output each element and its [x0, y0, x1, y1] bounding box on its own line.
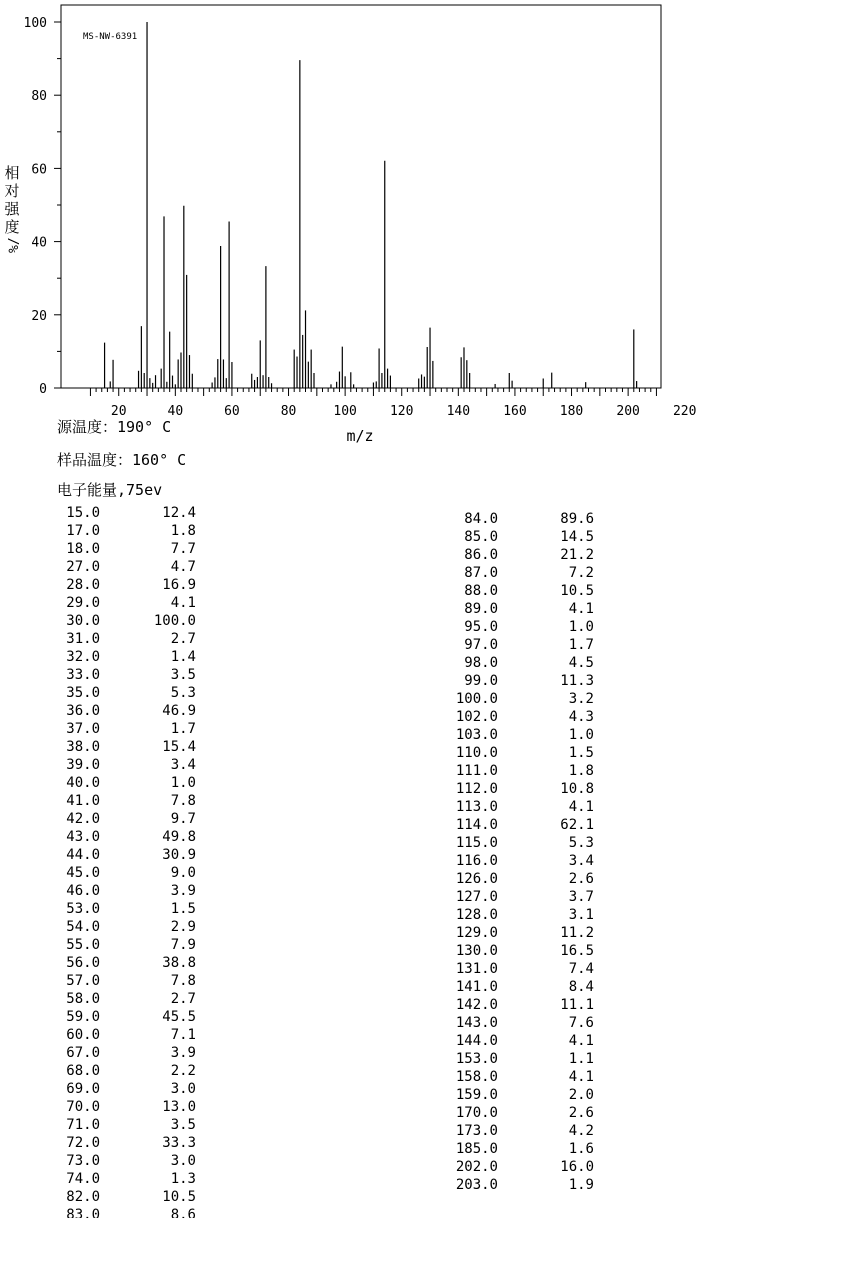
- peak-mz: 39.0: [66, 757, 100, 773]
- peak-abundance: 10.5: [162, 1189, 196, 1205]
- peak-abundance: 1.5: [568, 745, 594, 761]
- peak-row: [454, 1032, 594, 1050]
- peak-row: [56, 1206, 196, 1218]
- peak-abundance: 7.6: [568, 1015, 594, 1031]
- peak-mz: 40.0: [66, 775, 100, 791]
- peak-abundance: 38.8: [162, 955, 196, 971]
- peak-mz: 185.0: [455, 1141, 498, 1157]
- peak-abundance: 16.0: [560, 1159, 594, 1175]
- peak-row: [454, 1122, 594, 1140]
- peak-row: [454, 978, 594, 996]
- peak-abundance: 4.1: [568, 1033, 594, 1049]
- peak-mz: 68.0: [66, 1063, 100, 1079]
- x-axis-label: m/z: [346, 427, 374, 445]
- peak-table-right: [454, 510, 594, 1194]
- x-tick-label: 140: [446, 404, 471, 419]
- peak-mz: 74.0: [66, 1171, 100, 1187]
- peak-bars: [105, 22, 637, 388]
- peak-mz: 58.0: [66, 991, 100, 1007]
- peak-row: [454, 672, 594, 690]
- peak-mz: 33.0: [66, 667, 100, 683]
- peak-row: [56, 558, 196, 576]
- y-axis-label-char: 相: [4, 164, 20, 182]
- peak-mz: 100.0: [455, 691, 498, 707]
- peak-abundance: 49.8: [162, 829, 196, 845]
- peak-mz: 110.0: [455, 745, 498, 761]
- peak-abundance: 3.5: [170, 1117, 196, 1133]
- peak-row: [56, 1062, 196, 1080]
- x-tick-label: 60: [224, 404, 240, 419]
- peak-row: [56, 774, 196, 792]
- peak-row: [454, 708, 594, 726]
- peak-row: [454, 618, 594, 636]
- peak-mz: 45.0: [66, 865, 100, 881]
- peak-mz: 113.0: [455, 799, 498, 815]
- y-tick-label: 20: [31, 308, 47, 324]
- peak-abundance: 11.1: [560, 997, 594, 1013]
- peak-mz: 41.0: [66, 793, 100, 809]
- peak-mz: 44.0: [66, 847, 100, 863]
- peak-row: [56, 702, 196, 720]
- peak-mz: 85.0: [464, 529, 498, 545]
- peak-row: [56, 1116, 196, 1134]
- peak-row: [454, 1158, 594, 1176]
- peak-abundance: 3.7: [568, 889, 594, 905]
- peak-row: [56, 1170, 196, 1188]
- peak-row: [56, 918, 196, 936]
- peak-row: [56, 882, 196, 900]
- peak-abundance: 62.1: [560, 817, 594, 833]
- peak-mz: 131.0: [455, 961, 498, 977]
- peak-row: [454, 1104, 594, 1122]
- peak-abundance: 4.1: [568, 601, 594, 617]
- peak-mz: 17.0: [66, 523, 100, 539]
- peak-row: [454, 888, 594, 906]
- x-tick-label: 80: [280, 404, 297, 419]
- peak-abundance: 11.2: [560, 925, 594, 941]
- peak-row: [56, 810, 196, 828]
- peak-row: [56, 540, 196, 558]
- peak-row: [56, 1098, 196, 1116]
- peak-row: [56, 900, 196, 918]
- peak-mz: 67.0: [66, 1045, 100, 1061]
- peak-abundance: 33.3: [162, 1135, 196, 1151]
- peak-abundance: 14.5: [560, 529, 594, 545]
- peak-mz: 141.0: [455, 979, 498, 995]
- peak-abundance: 1.4: [170, 649, 196, 665]
- peak-abundance: 4.1: [568, 799, 594, 815]
- peak-mz: 35.0: [66, 685, 100, 701]
- peak-abundance: 1.0: [170, 775, 196, 791]
- electron-energy: 电子能量,75ev: [57, 481, 163, 499]
- x-tick-label: 180: [559, 404, 584, 419]
- peak-mz: 203.0: [455, 1177, 498, 1193]
- peak-mz: 87.0: [464, 565, 498, 581]
- peak-row: [454, 564, 594, 582]
- peak-mz: 57.0: [66, 973, 100, 989]
- x-tick-label: 200: [616, 404, 640, 419]
- peak-row: [454, 816, 594, 834]
- peak-mz: 38.0: [66, 739, 100, 755]
- peak-table-left: [56, 504, 196, 1218]
- peak-abundance: 13.0: [162, 1099, 196, 1115]
- peak-mz: 116.0: [455, 853, 498, 869]
- peak-mz: 88.0: [464, 583, 498, 599]
- peak-row: [56, 972, 196, 990]
- peak-row: [454, 1014, 594, 1032]
- x-tick-label: 100: [333, 404, 357, 419]
- sample-temperature: 样品温度：160° C: [57, 451, 187, 469]
- peak-row: [454, 960, 594, 978]
- peak-abundance: 4.5: [568, 655, 594, 671]
- peak-mz: 72.0: [66, 1135, 100, 1151]
- peak-row: [454, 546, 594, 564]
- peak-abundance: 1.1: [568, 1051, 594, 1067]
- peak-abundance: 89.6: [560, 511, 594, 527]
- peak-mz: 126.0: [455, 871, 498, 887]
- peak-abundance: 10.8: [560, 781, 594, 797]
- peak-abundance: 1.9: [568, 1177, 594, 1193]
- peak-mz: 46.0: [66, 883, 100, 899]
- peak-row: [454, 996, 594, 1014]
- x-tick-label: 40: [167, 404, 184, 419]
- peak-row: [454, 1050, 594, 1068]
- peak-abundance: 4.2: [568, 1123, 594, 1139]
- peak-mz: 159.0: [455, 1087, 498, 1103]
- y-axis: [24, 16, 61, 397]
- peak-abundance: 7.8: [170, 973, 196, 989]
- peak-mz: 69.0: [66, 1081, 100, 1097]
- peak-abundance: 4.1: [170, 595, 196, 611]
- peak-mz: 15.0: [66, 505, 100, 521]
- peak-abundance: 1.0: [568, 619, 594, 635]
- peak-abundance: 5.3: [568, 835, 594, 851]
- peak-abundance: 2.0: [568, 1087, 594, 1103]
- peak-abundance: 46.9: [162, 703, 196, 719]
- peak-row: [56, 612, 196, 630]
- peak-mz: 27.0: [66, 559, 100, 575]
- peak-row: [454, 762, 594, 780]
- peak-abundance: 5.3: [170, 685, 196, 701]
- peak-row: [56, 522, 196, 540]
- peak-mz: 158.0: [455, 1069, 498, 1085]
- peak-row: [454, 744, 594, 762]
- peak-mz: 70.0: [66, 1099, 100, 1115]
- peak-abundance: 3.4: [568, 853, 594, 869]
- peak-mz: 144.0: [455, 1033, 498, 1049]
- peak-abundance: 45.5: [162, 1009, 196, 1025]
- peak-abundance: 4.7: [170, 559, 196, 575]
- peak-mz: 173.0: [455, 1123, 498, 1139]
- peak-row: [56, 576, 196, 594]
- peak-row: [56, 954, 196, 972]
- peak-row: [56, 594, 196, 612]
- peak-row: [454, 798, 594, 816]
- peak-row: [454, 528, 594, 546]
- x-tick-label: 120: [389, 404, 414, 419]
- peak-abundance: 12.4: [162, 505, 196, 521]
- y-tick-label: 0: [39, 382, 47, 397]
- peak-row: [454, 1140, 594, 1158]
- peak-row: [56, 1134, 196, 1152]
- y-axis-label-char: 度: [4, 218, 20, 236]
- peak-mz: 127.0: [455, 889, 498, 905]
- peak-abundance: 1.8: [568, 763, 594, 779]
- peak-abundance: 4.3: [568, 709, 594, 725]
- peak-mz: 130.0: [455, 943, 498, 959]
- peak-row: [56, 792, 196, 810]
- peak-row: [56, 846, 196, 864]
- peak-mz: 86.0: [464, 547, 498, 563]
- peak-mz: 112.0: [455, 781, 498, 797]
- peak-row: [56, 1026, 196, 1044]
- peak-row: [454, 726, 594, 744]
- spectrum-id-label: MS-NW-6391: [83, 32, 138, 42]
- peak-abundance: 3.0: [170, 1081, 196, 1097]
- peak-abundance: 2.2: [170, 1063, 196, 1079]
- peak-row: [454, 834, 594, 852]
- peak-mz: 73.0: [66, 1153, 100, 1169]
- peak-mz: 98.0: [464, 655, 498, 671]
- peak-mz: 89.0: [464, 601, 498, 617]
- mass-spectrum-chart: [0, 0, 850, 450]
- peak-abundance: 3.0: [170, 1153, 196, 1169]
- peak-mz: 60.0: [66, 1027, 100, 1043]
- peak-abundance: 8.4: [568, 979, 594, 995]
- peak-abundance: 100.0: [153, 613, 196, 629]
- peak-mz: 42.0: [66, 811, 100, 827]
- peak-mz: 128.0: [455, 907, 498, 923]
- peak-row: [454, 636, 594, 654]
- peak-abundance: 2.7: [170, 631, 196, 647]
- y-axis-unit: %/: [7, 237, 22, 253]
- peak-abundance: 7.4: [568, 961, 594, 977]
- peak-row: [454, 690, 594, 708]
- peak-abundance: 2.6: [568, 1105, 594, 1121]
- peak-mz: 99.0: [464, 673, 498, 689]
- peak-mz: 170.0: [455, 1105, 498, 1121]
- peak-abundance: 7.8: [170, 793, 196, 809]
- peak-abundance: 9.7: [170, 811, 196, 827]
- peak-row: [56, 684, 196, 702]
- peak-abundance: 1.3: [170, 1171, 196, 1187]
- peak-abundance: 30.9: [162, 847, 196, 863]
- peak-abundance: 8.6: [170, 1207, 196, 1218]
- peak-mz: 84.0: [464, 511, 498, 527]
- y-axis-label: [4, 164, 22, 253]
- peak-abundance: 3.1: [568, 907, 594, 923]
- peak-mz: 143.0: [455, 1015, 498, 1031]
- peak-abundance: 7.1: [170, 1027, 196, 1043]
- peak-abundance: 2.7: [170, 991, 196, 1007]
- peak-mz: 53.0: [66, 901, 100, 917]
- peak-mz: 82.0: [66, 1189, 100, 1205]
- y-axis-label-char: 强: [4, 200, 20, 218]
- peak-row: [56, 1044, 196, 1062]
- peak-abundance: 21.2: [560, 547, 594, 563]
- peak-row: [56, 864, 196, 882]
- peak-abundance: 7.9: [170, 937, 196, 953]
- y-tick-label: 80: [31, 89, 47, 105]
- peak-row: [454, 654, 594, 672]
- peak-row: [56, 1188, 196, 1206]
- peak-mz: 111.0: [455, 763, 498, 779]
- peak-abundance: 1.5: [170, 901, 196, 917]
- peak-mz: 18.0: [66, 541, 100, 557]
- peak-mz: 43.0: [66, 829, 100, 845]
- peak-row: [454, 870, 594, 888]
- peak-abundance: 11.3: [560, 673, 594, 689]
- peak-mz: 115.0: [455, 835, 498, 851]
- peak-mz: 102.0: [455, 709, 498, 725]
- peak-row: [56, 990, 196, 1008]
- peak-abundance: 7.7: [170, 541, 196, 557]
- peak-abundance: 7.2: [568, 565, 594, 581]
- peak-abundance: 3.5: [170, 667, 196, 683]
- peak-row: [454, 1176, 594, 1194]
- peak-row: [56, 738, 196, 756]
- peak-row: [454, 906, 594, 924]
- peak-abundance: 2.9: [170, 919, 196, 935]
- y-tick-label: 40: [31, 235, 47, 251]
- peak-row: [56, 756, 196, 774]
- peak-abundance: 2.6: [568, 871, 594, 887]
- x-tick-label: 220: [672, 404, 697, 419]
- peak-row: [454, 582, 594, 600]
- x-tick-label: 160: [503, 404, 527, 419]
- plot-frame: [61, 5, 661, 388]
- peak-mz: 28.0: [66, 577, 100, 593]
- peak-mz: 37.0: [66, 721, 100, 737]
- y-tick-label: 100: [23, 16, 47, 31]
- peak-abundance: 1.7: [170, 721, 196, 737]
- peak-abundance: 1.6: [568, 1141, 594, 1157]
- y-tick-label: 60: [31, 162, 47, 178]
- peak-mz: 29.0: [66, 595, 100, 611]
- peak-mz: 71.0: [66, 1117, 100, 1133]
- peak-abundance: 4.1: [568, 1069, 594, 1085]
- peak-abundance: 9.0: [170, 865, 196, 881]
- peak-mz: 97.0: [464, 637, 498, 653]
- peak-row: [454, 510, 594, 528]
- peak-mz: 95.0: [464, 619, 498, 635]
- peak-row: [56, 720, 196, 738]
- x-tick-label: 20: [110, 404, 127, 419]
- peak-row: [56, 648, 196, 666]
- peak-row: [56, 504, 196, 522]
- source-temperature: 源温度：190° C: [57, 418, 172, 436]
- peak-row: [454, 924, 594, 942]
- peak-row: [56, 1080, 196, 1098]
- peak-mz: 36.0: [66, 703, 100, 719]
- peak-mz: 129.0: [455, 925, 498, 941]
- peak-abundance: 3.4: [170, 757, 196, 773]
- peak-mz: 153.0: [455, 1051, 498, 1067]
- peak-abundance: 1.8: [170, 523, 196, 539]
- peak-mz: 30.0: [66, 613, 100, 629]
- peak-row: [56, 1008, 196, 1026]
- x-axis: [90, 388, 696, 419]
- peak-row: [56, 630, 196, 648]
- peak-mz: 31.0: [66, 631, 100, 647]
- peak-mz: 59.0: [66, 1009, 100, 1025]
- peak-mz: 55.0: [66, 937, 100, 953]
- peak-mz: 54.0: [66, 919, 100, 935]
- peak-abundance: 3.9: [170, 1045, 196, 1061]
- peak-row: [56, 828, 196, 846]
- peak-row: [454, 600, 594, 618]
- peak-abundance: 10.5: [560, 583, 594, 599]
- peak-row: [56, 936, 196, 954]
- peak-mz: 142.0: [455, 997, 498, 1013]
- peak-abundance: 3.9: [170, 883, 196, 899]
- peak-abundance: 16.9: [162, 577, 196, 593]
- peak-abundance: 1.7: [568, 637, 594, 653]
- peak-abundance: 3.2: [568, 691, 594, 707]
- peak-row: [454, 1086, 594, 1104]
- peak-abundance: 15.4: [162, 739, 196, 755]
- peak-row: [454, 780, 594, 798]
- peak-row: [56, 666, 196, 684]
- peak-mz: 32.0: [66, 649, 100, 665]
- peak-mz: 103.0: [455, 727, 498, 743]
- peak-mz: 56.0: [66, 955, 100, 971]
- peak-abundance: 16.5: [560, 943, 594, 959]
- peak-mz: 83.0: [66, 1207, 100, 1218]
- y-axis-label-char: 对: [4, 182, 20, 200]
- peak-abundance: 1.0: [568, 727, 594, 743]
- peak-row: [454, 852, 594, 870]
- peak-row: [454, 942, 594, 960]
- peak-row: [56, 1152, 196, 1170]
- peak-mz: 114.0: [455, 817, 498, 833]
- peak-row: [454, 1068, 594, 1086]
- peak-mz: 202.0: [455, 1159, 498, 1175]
